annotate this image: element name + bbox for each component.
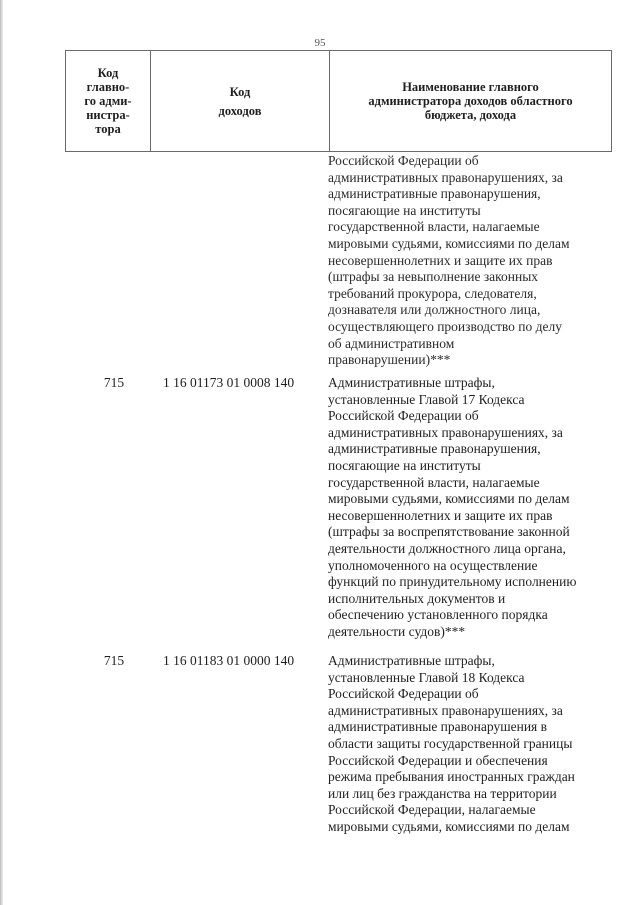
header-revenue-code-line: доходов [218,103,262,118]
header-name-line: администратора доходов областного [368,94,573,108]
header-admin-code-line: Код [97,66,119,80]
header-revenue-code-line: Код [229,84,251,99]
header-admin-code-line: го адми- [84,94,132,108]
text-line: установленные Главой 17 Кодекса [328,391,525,407]
text-line: Российской Федерации, налагаемые [328,802,536,818]
header-admin-code [66,51,151,152]
text-line: области защиты государственной границы [328,735,573,751]
table-header [65,50,612,152]
text-line: административные правонарушения, [328,441,541,457]
text-line: Российской Федерации об [328,408,479,424]
header-name [330,51,612,152]
text-line: административных правонарушениях, за [328,169,563,185]
text-line: или лиц без гражданства на территории [328,785,557,801]
continuation-text [328,153,613,369]
admin-code-cell: 715 [103,375,125,390]
text-line: Российской Федерации и обеспечения [328,752,548,768]
text-line: мировыми судьями, комиссиями по делам [328,235,570,251]
text-line: требований прокурора, следователя, [328,285,537,301]
text-line: функций по принудительному исполнению [328,574,577,590]
text-line: несовершеннолетних и защите их прав [328,507,553,523]
text-line: Административные штрафы, [328,375,495,390]
text-line: деятельности должностного лица органа, [328,540,566,556]
header-revenue-code [151,51,330,152]
text-line: административных правонарушениях, за [328,424,563,440]
text-line: исполнительных документов и [328,590,506,606]
text-line: (штрафы за невыполнение законных [328,269,539,285]
text-line: Российской Федерации об [328,686,479,702]
header-admin-code-line: главно- [86,80,130,94]
text-line: мировыми судьями, комиссиями по делам [328,818,570,834]
text-line: государственной власти, налагаемые [328,474,540,490]
text-line: деятельности судов)*** [328,623,466,639]
header-name-line: Наименование главного [402,80,539,94]
text-line: дознавателя или должностного лица, [328,302,541,318]
header-admin-code-line: тора [95,122,121,136]
text-line: мировыми судьями, комиссиями по делам [328,491,570,507]
scan-edge [0,0,3,905]
text-line: обеспечению установленного порядка [328,607,548,623]
revenue-name-cell [328,375,613,641]
text-line: об административном [328,335,455,351]
admin-code-cell: 715 [103,653,125,668]
text-line: уполномоченного на осуществление [328,557,538,573]
page-number: 95 [314,37,326,49]
text-line: посягающие на институты [328,457,481,473]
text-line: осуществляющего производство по делу [328,318,562,334]
text-line: государственной власти, налагаемые [328,219,540,235]
revenue-name-cell [328,653,613,836]
text-line: правонарушении)*** [328,352,451,368]
text-line: Российской Федерации об [328,153,479,168]
text-line: режима пребывания иностранных граждан [328,769,575,785]
text-line: административных правонарушениях, за [328,702,563,718]
header-name-line: бюджета, дохода [424,108,517,122]
header-admin-code-line: нистра- [86,108,130,122]
text-line: посягающие на институты [328,202,481,218]
text-line: несовершеннолетних и защите их прав [328,252,553,268]
revenue-code-cell: 1 16 01173 01 0008 140 [163,375,295,390]
text-line: административные правонарушения в [328,719,548,735]
text-line: Административные штрафы, [328,653,495,668]
text-line: установленные Главой 18 Кодекса [328,669,525,685]
text-line: (штрафы за воспрепятствование законной [328,524,570,540]
revenue-code-cell: 1 16 01183 01 0000 140 [163,653,295,668]
text-line: административные правонарушения, [328,186,541,202]
